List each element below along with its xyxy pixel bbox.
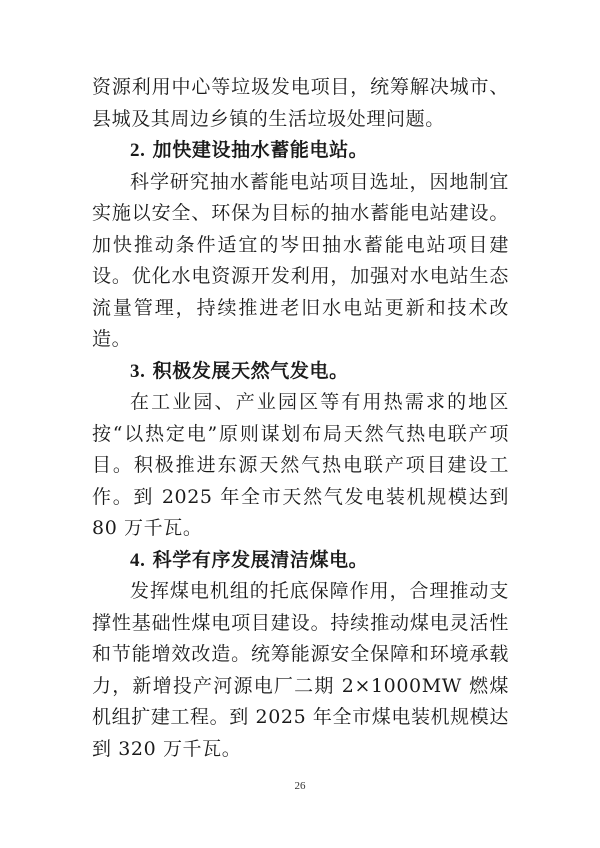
heading-text: 加快建设抽水蓄能电站。 [152, 139, 369, 161]
heading-text: 积极发展天然气发电。 [152, 359, 349, 382]
document-body [92, 72, 509, 765]
heading-number: 2. [130, 140, 146, 161]
heading-natural-gas [92, 356, 509, 388]
paragraph-natural-gas: 在工业园、产业园区等有用热需求的地区按“以热定电”原则谋划布局天然气热电联产项目。积极推进东源天然气热电联产项目建设工作。到 2025 年全市天然气发电装机规模达到 80 万千瓦。 [92, 391, 509, 539]
paragraph-clean-coal: 发挥煤电机组的托底保障作用，合理推动支撑性基础性煤电项目建设。持续推动煤电灵活性和节能增效改造。统筹能源安全保障和环境承载力，新增投产河源电厂二期 2×1000MW 燃煤机组扩建工程。到 2025 年全市煤电装机规模达到 320 万千瓦。 [92, 580, 509, 760]
heading-clean-coal [92, 545, 509, 577]
heading-pumped-storage [92, 135, 509, 167]
page-number: 26 [294, 780, 306, 792]
paragraph-waste-power-continuation: 资源利用中心等垃圾发电项目，统筹解决城市、县城及其周边乡镇的生活垃圾处理问题。 [92, 76, 509, 130]
heading-number: 4. [130, 549, 146, 571]
heading-text: 科学有序发展清洁煤电。 [152, 548, 369, 571]
heading-number: 3. [130, 360, 146, 382]
paragraph-pumped-storage: 科学研究抽水蓄能电站项目选址，因地制宜实施以安全、环保为目标的抽水蓄能电站建设。加快推动条件适宜的岑田抽水蓄能电站项目建设。优化水电资源开发利用，加强对水电站生态流量管理，持续推进老旧水电站更新和技术改造。 [92, 170, 509, 350]
